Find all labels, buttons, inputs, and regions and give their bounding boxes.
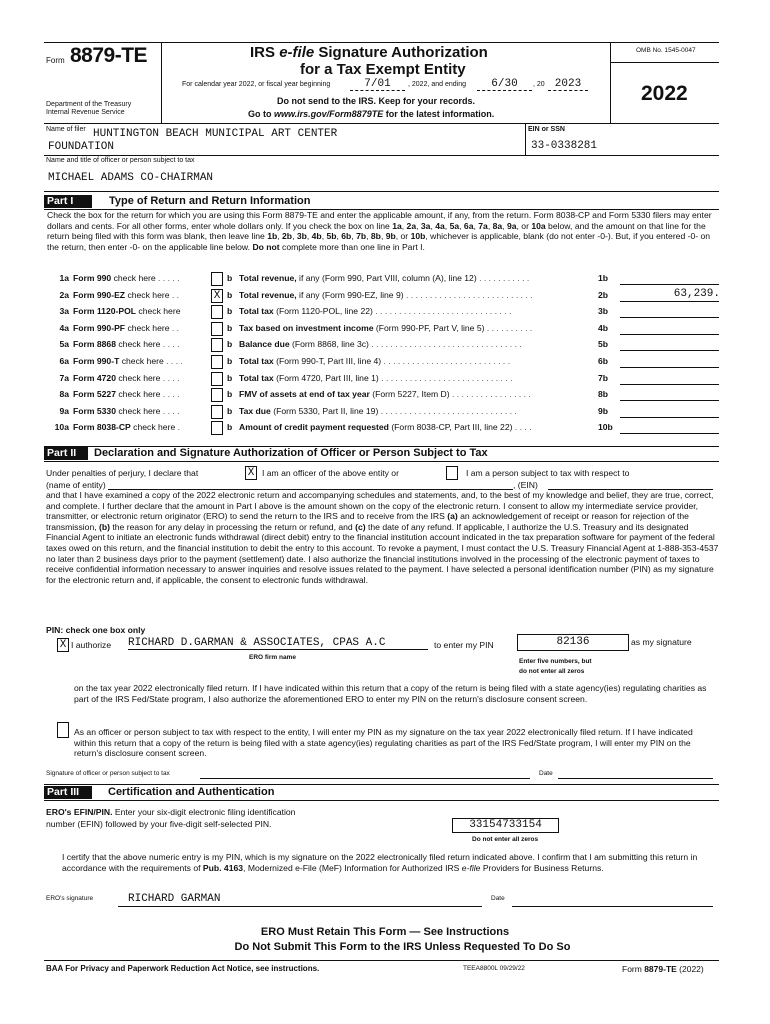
form-title-line1: IRS e-file Signature Authorization <box>250 44 488 61</box>
amount-description: Total tax (Form 1120-POL, line 22) . . . . . . . . . . . . . . . . . . . . . . . . . . . . . <box>239 306 512 316</box>
under-penalties-text: Under penalties of perjury, I declare that <box>46 468 199 478</box>
amount-description: Total tax (Form 4720, Part III, line 1) . . . . . . . . . . . . . . . . . . . . . . . . . . . . <box>239 373 513 383</box>
amount-value[interactable]: 63,239. <box>673 288 720 300</box>
ero-date-line[interactable] <box>512 906 713 907</box>
form-checkbox[interactable] <box>211 338 223 352</box>
form-code: TEEA8800L 09/29/22 <box>463 965 525 972</box>
to-enter-pin-label: to enter my PIN <box>434 640 494 650</box>
line-number: 3a <box>59 306 69 316</box>
part1-header <box>44 195 719 208</box>
officer-checkbox-label: I am an officer of the above entity or <box>262 468 399 478</box>
form-checkbox-label: Form 1120-POL check here <box>73 306 181 316</box>
line-letter-b: b <box>227 406 233 416</box>
amount-description: Tax based on investment income (Form 990-PF, Part V, line 5) . . . . . . . . . . <box>239 323 533 333</box>
amount-underline <box>620 284 719 285</box>
amount-line-number: 9b <box>598 406 609 416</box>
part3-rule <box>44 800 719 801</box>
filer-rule <box>44 155 719 156</box>
ein-label: EIN or SSN <box>528 126 565 133</box>
form-number: 8879-TE <box>70 44 148 67</box>
amount-underline <box>620 317 719 318</box>
self-enter-pin-text: As an officer or person subject to tax with respect to the entity, I will enter my PIN as my signature on the tax year 2022 electronically filed return. If I have indicated within this return that a copy of the return is being filed with a state agency(ies) regulating charities as part of the IRS Fed/State program, I will enter my PIN on the return's disclosure consent screen. <box>74 727 693 759</box>
entity-name-label: (name of entity) <box>46 480 106 490</box>
ero-signature[interactable]: RICHARD GARMAN <box>128 893 221 905</box>
efin-no-zeros-note: Do not enter all zeros <box>472 836 539 843</box>
line-number: 2a <box>59 290 69 300</box>
line-number: 1a <box>59 273 69 283</box>
self-enter-pin-checkbox[interactable] <box>57 722 69 738</box>
form-checkbox-label: Form 4720 check here . . . . <box>73 373 180 383</box>
amount-underline <box>620 334 719 335</box>
line-letter-b: b <box>227 389 233 399</box>
amount-description: Amount of credit payment requested (Form 8038-CP, Part III, line 22) . . . . <box>239 422 532 432</box>
amount-underline <box>620 400 719 401</box>
form-checkbox-label: Form 8038-CP check here . <box>73 422 181 432</box>
fiscal-end-year[interactable]: 2023 <box>548 78 588 91</box>
officer-checkbox[interactable]: X <box>245 466 257 480</box>
authorize-label: I authorize <box>71 640 112 650</box>
footer-rule <box>44 960 719 961</box>
authorize-ero-checkbox[interactable]: X <box>57 638 69 652</box>
part1-instructions: Check the box for the return for which you are using this Form 8879-TE and enter the applicable amount, if any, from the return. Form 8038-CP and Form 5330 filers may enter dollars and cents. For all other forms, enter whole dollars only. If you check the box on line 1a, 2a, 3a, 4a, 5a, 6a, 7a, 8a, 9a, or 10a below, and the amount on that line for the return being filed with this form was blank, then leave line 1b, 2b, 3b, 4b, 5b, 6b, 7b, 8b, 9b, or 10b, whichever is applicable, blank (do not enter -0-). But, if you entered -0- on the return, then enter -0- on the applicable line below. Do not complete more than one line in Part I. <box>47 210 712 252</box>
filer-name-label: Name of filer <box>46 126 86 133</box>
amount-line-number: 3b <box>598 306 609 316</box>
footer-form-reference: Form 8879-TE (2022) <box>622 964 704 974</box>
header-divider-right <box>610 42 611 123</box>
form-checkbox[interactable] <box>211 305 223 319</box>
ero-date-label: Date <box>491 895 505 902</box>
amount-line-number: 8b <box>598 389 609 399</box>
amount-description: Total tax (Form 990-T, Part III, line 4) . . . . . . . . . . . . . . . . . . . . . . . . . . . <box>239 356 511 366</box>
amount-underline <box>620 350 719 351</box>
amount-description: Total revenue, if any (Form 990, Part VIII, column (A), line 12) . . . . . . . . . . . <box>239 273 530 283</box>
fiscal-end-date[interactable]: 6/30 <box>477 78 532 91</box>
ein-paren-label: , (EIN) <box>513 480 538 490</box>
pin-heading: PIN: check one box only <box>46 625 146 635</box>
omb-rule <box>610 62 719 63</box>
do-not-submit-notice: Do Not Submit This Form to the IRS Unless Requested To Do So <box>234 941 571 953</box>
do-not-send-notice: Do not send to the IRS. Keep for your records. <box>277 96 476 106</box>
baa-notice: BAA For Privacy and Paperwork Reduction Act Notice, see instructions. <box>46 964 320 973</box>
line-number: 8a <box>59 389 69 399</box>
form-checkbox[interactable] <box>211 388 223 402</box>
amount-underline <box>620 301 719 302</box>
amount-underline <box>620 433 719 434</box>
form-checkbox[interactable]: X <box>211 289 223 303</box>
form-checkbox[interactable] <box>211 272 223 286</box>
officer-signature-label: Signature of officer or person subject to tax <box>46 770 170 777</box>
officer-rule <box>44 191 719 192</box>
part3-title: Certification and Authentication <box>108 786 275 798</box>
form-word: Form <box>46 56 65 65</box>
amount-value[interactable] <box>620 386 720 400</box>
officer-name[interactable]: MICHAEL ADAMS CO-CHAIRMAN <box>48 172 214 184</box>
person-subject-label: I am a person subject to tax with respect to <box>466 468 630 478</box>
part2-label: Part II <box>44 447 88 460</box>
ero-retain-notice: ERO Must Retain This Form — See Instructions <box>260 926 510 938</box>
ero-firm-name[interactable]: RICHARD D.GARMAN & ASSOCIATES, CPAS A.C <box>128 637 428 650</box>
amount-line-number: 4b <box>598 323 609 333</box>
line-number: 6a <box>59 356 69 366</box>
filer-name-line2[interactable]: FOUNDATION <box>48 141 115 153</box>
amount-description: FMV of assets at end of tax year (Form 5227, Item D) . . . . . . . . . . . . . . . . . <box>239 389 531 399</box>
form-checkbox-label: Form 990 check here . . . . . <box>73 273 180 283</box>
line-letter-b: b <box>227 373 233 383</box>
line-letter-b: b <box>227 323 233 333</box>
part1-label: Part I <box>44 195 92 208</box>
officer-pin-field[interactable]: 82136 <box>517 634 629 651</box>
form-checkbox-label: Form 5227 check here . . . . <box>73 389 180 399</box>
form-checkbox-label: Form 8868 check here . . . . <box>73 339 180 349</box>
amount-value[interactable] <box>620 403 720 417</box>
amount-line-number: 5b <box>598 339 609 349</box>
amount-underline <box>620 367 719 368</box>
on-tax-year-text: on the tax year 2022 electronically filed return. If I have indicated within this return that a copy of the return is being filed with a state agency(ies) regulating charities as part of the IRS Fed/State program, I also authorize the aforementioned ERO to enter my PIN on the return's disclosure consent screen. <box>74 683 707 704</box>
amount-value[interactable] <box>620 336 720 350</box>
top-rule <box>44 42 719 43</box>
line-letter-b: b <box>227 290 233 300</box>
ero-signature-label: ERO's signature <box>46 895 94 902</box>
tax-year: 2022 <box>641 82 688 105</box>
part2-title: Declaration and Signature Authorization of Officer or Person Subject to Tax <box>94 447 488 459</box>
enter-five-numbers-note: Enter five numbers, but do not enter all zeros <box>519 658 592 675</box>
form-checkbox-label: Form 5330 check here . . . . <box>73 406 180 416</box>
person-subject-checkbox[interactable] <box>446 466 458 480</box>
amount-value[interactable] <box>620 270 720 284</box>
line-number: 9a <box>59 406 69 416</box>
line-number: 10a <box>54 422 69 432</box>
line-number: 4a <box>59 323 69 333</box>
amount-line-number: 10b <box>598 422 613 432</box>
amount-description: Balance due (Form 8868, line 3c) . . . . . . . . . . . . . . . . . . . . . . . . . . . . . . . . <box>239 339 522 349</box>
line-number: 7a <box>59 373 69 383</box>
calendar-text-c: , 20 <box>533 81 545 88</box>
part1-title: Type of Return and Return Information <box>109 195 311 207</box>
ero-firm-name-label: ERO firm name <box>249 654 296 661</box>
form-checkbox[interactable] <box>211 355 223 369</box>
calendar-text-b: , 2022, and ending <box>408 81 466 88</box>
amount-value[interactable] <box>620 320 720 334</box>
part3-header <box>44 786 719 799</box>
officer-signature-date-label: Date <box>539 770 553 777</box>
amount-description: Tax due (Form 5330, Part II, line 19) . . . . . . . . . . . . . . . . . . . . . . . . . . . . . <box>239 406 517 416</box>
header-divider-left <box>161 42 162 123</box>
amount-description: Total revenue, if any (Form 990-EZ, line 9) . . . . . . . . . . . . . . . . . . . . . . . . . . . <box>239 290 533 300</box>
part3-top-rule <box>44 784 719 785</box>
line-number: 5a <box>59 339 69 349</box>
amount-line-number: 6b <box>598 356 609 366</box>
part2-rule <box>44 461 719 462</box>
line-letter-b: b <box>227 339 233 349</box>
form-title-line2: for a Tax Exempt Entity <box>300 61 466 78</box>
amount-value[interactable] <box>620 419 720 433</box>
fiscal-begin-date[interactable]: 7/01 <box>350 78 405 91</box>
amount-value[interactable] <box>620 370 720 384</box>
filer-name-line1[interactable]: HUNTINGTON BEACH MUNICIPAL ART CENTER <box>93 128 338 140</box>
calendar-text-a: For calendar year 2022, or fiscal year beginning <box>182 81 331 88</box>
ein-value[interactable]: 33-0338281 <box>531 140 598 152</box>
certification-text: I certify that the above numeric entry is my PIN, which is my signature on the 2022 electronically filed return indicated above. I confirm that I am submitting this return in accordance with the requirements of Pub. 4163, Modernized e-File (MeF) Information for Authorized IRS e-file Providers for Business Returns. <box>62 852 698 873</box>
ero-signature-line[interactable] <box>118 906 482 907</box>
officer-signature-line[interactable] <box>200 778 530 779</box>
amount-value[interactable] <box>620 303 720 317</box>
department-label: Department of the Treasury Internal Revenue Service <box>46 101 132 116</box>
ero-efin-pin-field[interactable]: 33154733154 <box>452 818 559 833</box>
officer-date-line[interactable] <box>558 778 713 779</box>
header-bottom-rule <box>44 123 719 124</box>
amount-line-number: 2b <box>598 290 609 300</box>
line-letter-b: b <box>227 306 233 316</box>
ein-divider <box>525 123 526 155</box>
part3-label: Part III <box>44 786 92 799</box>
form-checkbox[interactable] <box>211 372 223 386</box>
line-letter-b: b <box>227 356 233 366</box>
amount-underline <box>620 384 719 385</box>
declaration-text: and that I have examined a copy of the 2022 electronic return and accompanying schedules and statements, and, to the best of my knowledge and belief, they are true, correct, and complete. I further declare that the amount in Part I above is the amount shown on the copy of the electronic return. I consent to allow my intermediate service provider, transmitter, or electronic return originator (ERO) to send the return to the IRS and to receive from the IRS (a) an acknowledgement of receipt or reason for rejection of the transmission, (b) the reason for any delay in processing the return or refund, and (c) the date of any refund. If applicable, I authorize the U.S. Treasury and its designated Financial Agent to initiate an electronic funds withdrawal (direct debit) entry to the financial institution account indicated in the tax preparation software for payment of the federal taxes owed on this return, and the financial institution to debit the entry to this account. To revoke a payment, I must contact the U.S. Treasury Financial Agent at 1-888-353-4537 no later than 2 business days prior to the payment (settlement) date. I also authorize the financial institutions involved in the processing of the electronic payment of taxes to receive confidential information necessary to answer inquiries and resolve issues related to the payment. I have selected a personal identification number (PIN) as my signature for the electronic return and, if applicable, the consent to electronic funds withdrawal. <box>46 490 719 585</box>
as-signature-label: as my signature <box>631 637 692 647</box>
form-checkbox-label: Form 990-T check here . . . . <box>73 356 183 366</box>
amount-value[interactable] <box>620 353 720 367</box>
part2-header <box>44 447 719 460</box>
form-checkbox-label: Form 990-EZ check here . . <box>73 290 180 300</box>
form-checkbox-label: Form 990-PF check here . . <box>73 323 180 333</box>
amount-line-number: 1b <box>598 273 609 283</box>
line-letter-b: b <box>227 273 233 283</box>
line-letter-b: b <box>227 422 233 432</box>
go-to-notice: Go to www.irs.gov/Form8879TE for the latest information. <box>248 109 495 119</box>
omb-number: OMB No. 1545-0047 <box>636 47 696 54</box>
officer-label: Name and title of officer or person subject to tax <box>46 157 195 164</box>
form-checkbox[interactable] <box>211 421 223 435</box>
amount-line-number: 7b <box>598 373 609 383</box>
efin-instructions: ERO's EFIN/PIN. Enter your six-digit electronic filing identification number (EFIN) followed by your five-digit self-selected PIN. <box>46 807 296 829</box>
form-checkbox[interactable] <box>211 322 223 336</box>
form-checkbox[interactable] <box>211 405 223 419</box>
amount-underline <box>620 417 719 418</box>
